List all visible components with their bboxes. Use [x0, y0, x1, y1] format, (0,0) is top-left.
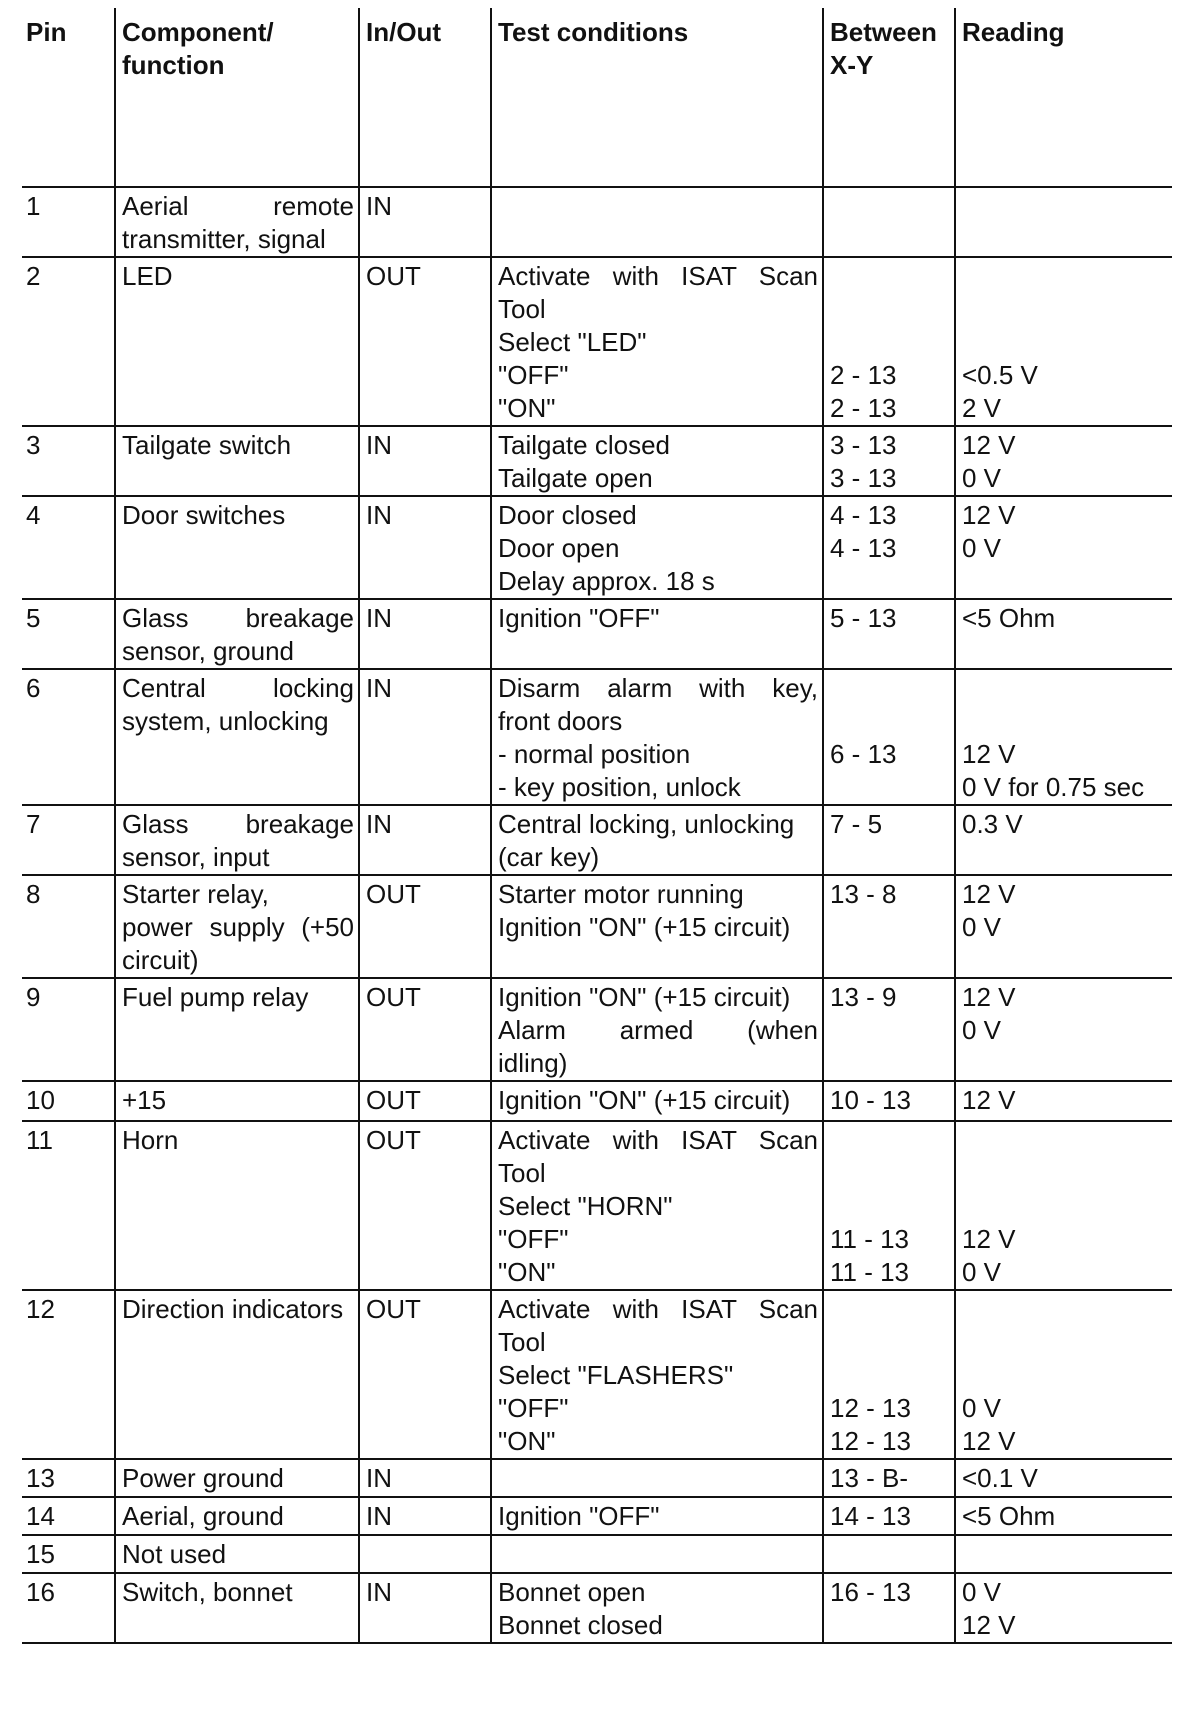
reading-value: <5 Ohm	[962, 603, 1056, 633]
component-line: Horn	[122, 1125, 179, 1155]
inout-cell	[359, 875, 491, 978]
reading-cell	[955, 1121, 1172, 1290]
reading-cell	[955, 1459, 1172, 1497]
pin-cell	[22, 978, 115, 1081]
table-row	[22, 875, 1172, 978]
pin-cell	[22, 426, 115, 496]
pin-number: 16	[26, 1577, 55, 1607]
pin-number: 15	[26, 1539, 55, 1569]
between-cell	[823, 496, 955, 599]
pin-cell	[22, 1535, 115, 1573]
reading-cell	[955, 1497, 1172, 1535]
reading-value: 2 V	[962, 393, 1002, 423]
test-condition-line: Starter motor running	[498, 879, 744, 909]
between-cell	[823, 1121, 955, 1290]
between-value: 5 - 13	[830, 603, 897, 633]
inout-cell	[359, 1573, 491, 1643]
component-cell	[115, 1573, 359, 1643]
component-cell	[115, 1290, 359, 1459]
between-value: 13 - 8	[830, 879, 897, 909]
inout-cell	[359, 669, 491, 805]
reading-cell	[955, 1290, 1172, 1459]
reading-value: 12 V	[962, 500, 1016, 530]
between-value: 2 - 13	[830, 393, 897, 423]
reading-value: 0 V	[962, 463, 1002, 493]
reading-value: 0 V	[962, 1393, 1002, 1423]
test-condition-line: Activate with ISAT Scan	[498, 1125, 818, 1155]
spacer	[830, 1157, 950, 1190]
spacer	[830, 1124, 950, 1157]
pin-cell	[22, 805, 115, 875]
inout-cell	[359, 426, 491, 496]
reading-value: 0 V for 0.75 sec	[962, 772, 1145, 802]
between-cell	[823, 187, 955, 257]
reading-value: <0.5 V	[962, 360, 1038, 390]
reading-value: 12 V	[962, 1224, 1016, 1254]
spacer	[962, 1157, 1168, 1190]
header-inout: In/Out	[359, 8, 491, 187]
test-conditions-cell	[491, 669, 823, 805]
between-value: 3 - 13	[830, 463, 897, 493]
reading-value: 12 V	[962, 1610, 1016, 1640]
between-value: 6 - 13	[830, 739, 897, 769]
reading-value: <0.1 V	[962, 1463, 1038, 1493]
spacer	[962, 705, 1168, 738]
reading-value: 0 V	[962, 533, 1002, 563]
component-line: Tailgate switch	[122, 430, 292, 460]
pin-cell	[22, 669, 115, 805]
table-row	[22, 1573, 1172, 1643]
component-line: circuit)	[122, 945, 199, 975]
test-condition-line: Disarm alarm with key,	[498, 673, 818, 703]
reading-value: 0 V	[962, 1257, 1002, 1287]
pin-test-table	[22, 8, 1172, 1644]
between-cell	[823, 1459, 955, 1497]
reading-value: 12 V	[962, 982, 1016, 1012]
pin-number: 8	[26, 879, 41, 909]
between-value: 4 - 13	[830, 500, 897, 530]
reading-value: <5 Ohm	[962, 1501, 1056, 1531]
spacer	[830, 1326, 950, 1359]
component-line: system, unlocking	[122, 706, 329, 736]
header-reading: Reading	[955, 8, 1172, 187]
table-row	[22, 1497, 1172, 1535]
pin-number: 14	[26, 1501, 55, 1531]
test-conditions-cell	[491, 496, 823, 599]
component-cell	[115, 496, 359, 599]
pin-number: 10	[26, 1085, 55, 1115]
test-conditions-cell	[491, 1290, 823, 1459]
pin-cell	[22, 1290, 115, 1459]
component-cell	[115, 1459, 359, 1497]
test-condition-line: Ignition "ON" (+15 circuit)	[498, 1085, 791, 1115]
inout-value: IN	[366, 500, 392, 530]
inout-cell	[359, 496, 491, 599]
test-conditions-cell	[491, 426, 823, 496]
test-conditions-cell	[491, 187, 823, 257]
inout-value: OUT	[366, 261, 421, 291]
test-condition-line: idling)	[498, 1048, 568, 1078]
test-conditions-cell	[491, 1459, 823, 1497]
inout-value: IN	[366, 603, 392, 633]
component-line: Door switches	[122, 500, 286, 530]
spacer	[962, 326, 1168, 359]
inout-value: OUT	[366, 982, 421, 1012]
spacer	[962, 260, 1168, 293]
between-cell	[823, 978, 955, 1081]
test-conditions-cell	[491, 599, 823, 669]
component-line: Aerial, ground	[122, 1501, 284, 1531]
component-line: Central locking	[122, 673, 354, 703]
spacer	[830, 260, 950, 293]
pin-cell	[22, 599, 115, 669]
header-between-line: X-Y	[830, 50, 874, 80]
table-row	[22, 599, 1172, 669]
header-row	[22, 8, 1172, 187]
header-between	[823, 8, 955, 187]
header-test-conditions: Test conditions	[491, 8, 823, 187]
between-value: 2 - 13	[830, 360, 897, 390]
between-value: 11 - 13	[830, 1257, 910, 1287]
inout-cell	[359, 805, 491, 875]
test-condition-line: Tool	[498, 1327, 546, 1357]
inout-cell	[359, 1459, 491, 1497]
test-condition-line: Ignition "OFF"	[498, 603, 660, 633]
table-row	[22, 978, 1172, 1081]
pin-number: 7	[26, 809, 41, 839]
reading-cell	[955, 669, 1172, 805]
pin-cell	[22, 1121, 115, 1290]
pin-test-document	[22, 8, 1172, 1644]
test-condition-line: Ignition "ON" (+15 circuit)	[498, 912, 791, 942]
between-value: 4 - 13	[830, 533, 897, 563]
test-condition-line: Alarm armed (when	[498, 1015, 818, 1045]
between-cell	[823, 1290, 955, 1459]
header-component-line: Component/	[122, 17, 274, 47]
between-cell	[823, 1535, 955, 1573]
test-condition-line: Select "FLASHERS"	[498, 1360, 734, 1390]
pin-number: 11	[26, 1125, 53, 1155]
between-value: 3 - 13	[830, 430, 897, 460]
pin-cell	[22, 1081, 115, 1121]
inout-value: IN	[366, 430, 392, 460]
spacer	[830, 1293, 950, 1326]
inout-value: OUT	[366, 1085, 421, 1115]
test-condition-line: Tailgate open	[498, 463, 653, 493]
reading-value: 0.3 V	[962, 809, 1023, 839]
test-conditions-cell	[491, 805, 823, 875]
component-line: Starter relay,	[122, 879, 269, 909]
pin-cell	[22, 496, 115, 599]
reading-cell	[955, 496, 1172, 599]
component-cell	[115, 187, 359, 257]
reading-cell	[955, 257, 1172, 426]
component-cell	[115, 426, 359, 496]
pin-number: 12	[26, 1294, 55, 1324]
reading-cell	[955, 805, 1172, 875]
test-condition-line: Bonnet open	[498, 1577, 646, 1607]
component-line: Switch, bonnet	[122, 1577, 293, 1607]
test-condition-line: Ignition "ON" (+15 circuit)	[498, 982, 791, 1012]
spacer	[830, 1359, 950, 1392]
pin-number: 6	[26, 673, 41, 703]
reading-value: 12 V	[962, 1085, 1016, 1115]
pin-cell	[22, 1573, 115, 1643]
component-line: Not used	[122, 1539, 227, 1569]
test-condition-line: Activate with ISAT Scan	[498, 1294, 818, 1324]
reading-value: 12 V	[962, 1426, 1016, 1456]
between-cell	[823, 669, 955, 805]
between-value: 14 - 13	[830, 1501, 911, 1531]
component-line: sensor, input	[122, 842, 270, 872]
table-row	[22, 426, 1172, 496]
pin-number: 2	[26, 261, 41, 291]
table-row	[22, 805, 1172, 875]
pin-number: 5	[26, 603, 41, 633]
inout-value: IN	[366, 673, 392, 703]
between-cell	[823, 875, 955, 978]
reading-cell	[955, 426, 1172, 496]
between-cell	[823, 426, 955, 496]
spacer	[830, 1190, 950, 1223]
reading-value: 0 V	[962, 1015, 1002, 1045]
pin-cell	[22, 257, 115, 426]
table-row	[22, 496, 1172, 599]
header-component-line: function	[122, 50, 225, 80]
inout-cell	[359, 1290, 491, 1459]
spacer	[830, 293, 950, 326]
test-condition-line: Tool	[498, 294, 546, 324]
test-conditions-cell	[491, 1535, 823, 1573]
inout-value: IN	[366, 1501, 392, 1531]
test-condition-line: Bonnet closed	[498, 1610, 663, 1640]
reading-value: 0 V	[962, 912, 1002, 942]
inout-value: IN	[366, 191, 392, 221]
test-condition-line: "OFF"	[498, 360, 569, 390]
between-cell	[823, 257, 955, 426]
component-cell	[115, 1121, 359, 1290]
component-cell	[115, 1535, 359, 1573]
spacer	[962, 672, 1168, 705]
spacer	[830, 672, 950, 705]
component-cell	[115, 978, 359, 1081]
inout-value: IN	[366, 1463, 392, 1493]
reading-cell	[955, 1535, 1172, 1573]
component-cell	[115, 1497, 359, 1535]
table-row	[22, 669, 1172, 805]
test-condition-line: Ignition "OFF"	[498, 1501, 660, 1531]
between-value: 13 - 9	[830, 982, 897, 1012]
reading-cell	[955, 978, 1172, 1081]
reading-cell	[955, 599, 1172, 669]
inout-value: IN	[366, 1577, 392, 1607]
table-row	[22, 1459, 1172, 1497]
test-condition-line: front doors	[498, 706, 623, 736]
component-line: Fuel pump relay	[122, 982, 309, 1012]
pin-number: 4	[26, 500, 41, 530]
component-cell	[115, 669, 359, 805]
component-line: Glass breakage	[122, 603, 354, 633]
test-conditions-cell	[491, 875, 823, 978]
inout-value: IN	[366, 809, 392, 839]
pin-cell	[22, 1497, 115, 1535]
component-cell	[115, 599, 359, 669]
spacer	[830, 705, 950, 738]
test-condition-line: Door closed	[498, 500, 637, 530]
between-value: 10 - 13	[830, 1085, 911, 1115]
test-conditions-cell	[491, 1081, 823, 1121]
reading-cell	[955, 875, 1172, 978]
test-condition-line: "ON"	[498, 1426, 556, 1456]
component-cell	[115, 1081, 359, 1121]
reading-value: 12 V	[962, 879, 1016, 909]
inout-value: OUT	[366, 1294, 421, 1324]
reading-value: 0 V	[962, 1577, 1002, 1607]
inout-cell	[359, 257, 491, 426]
test-conditions-cell	[491, 257, 823, 426]
between-value: 7 - 5	[830, 809, 883, 839]
inout-cell	[359, 1535, 491, 1573]
table-row	[22, 1290, 1172, 1459]
component-line: Glass breakage	[122, 809, 354, 839]
pin-number: 9	[26, 982, 41, 1012]
table-body	[22, 187, 1172, 1643]
spacer	[962, 1359, 1168, 1392]
inout-cell	[359, 1121, 491, 1290]
test-condition-line: Select "LED"	[498, 327, 647, 357]
component-line: Aerial remote	[122, 191, 354, 221]
inout-cell	[359, 1081, 491, 1121]
test-condition-line: Tool	[498, 1158, 546, 1188]
reading-value: 12 V	[962, 430, 1016, 460]
component-line: Power ground	[122, 1463, 284, 1493]
reading-cell	[955, 187, 1172, 257]
component-line: power supply (+50	[122, 912, 354, 942]
table-row	[22, 257, 1172, 426]
header-component	[115, 8, 359, 187]
spacer	[962, 1190, 1168, 1223]
test-condition-line: Door open	[498, 533, 620, 563]
spacer	[962, 1326, 1168, 1359]
inout-cell	[359, 599, 491, 669]
between-cell	[823, 1081, 955, 1121]
between-value: 12 - 13	[830, 1426, 911, 1456]
test-condition-line: Delay approx. 18 s	[498, 566, 715, 596]
between-value: 16 - 13	[830, 1577, 911, 1607]
inout-value: OUT	[366, 1125, 421, 1155]
reading-cell	[955, 1081, 1172, 1121]
test-condition-line: - normal position	[498, 739, 691, 769]
between-cell	[823, 599, 955, 669]
test-condition-line: "ON"	[498, 393, 556, 423]
spacer	[830, 326, 950, 359]
component-line: Direction indicators	[122, 1294, 344, 1324]
reading-cell	[955, 1573, 1172, 1643]
pin-number: 13	[26, 1463, 55, 1493]
component-cell	[115, 805, 359, 875]
pin-cell	[22, 187, 115, 257]
component-line: sensor, ground	[122, 636, 295, 666]
header-between-line: Between	[830, 17, 937, 47]
test-condition-line: "OFF"	[498, 1224, 569, 1254]
between-cell	[823, 1497, 955, 1535]
between-cell	[823, 1573, 955, 1643]
component-line: LED	[122, 261, 173, 291]
component-line: transmitter, signal	[122, 224, 326, 254]
reading-value: 12 V	[962, 739, 1016, 769]
inout-cell	[359, 978, 491, 1081]
between-value: 11 - 13	[830, 1224, 910, 1254]
table-row	[22, 1121, 1172, 1290]
test-condition-line: - key position, unlock	[498, 772, 741, 802]
component-cell	[115, 875, 359, 978]
table-row	[22, 1081, 1172, 1121]
spacer	[962, 293, 1168, 326]
pin-cell	[22, 875, 115, 978]
header-pin: Pin	[26, 17, 67, 47]
table-row	[22, 187, 1172, 257]
test-condition-line: Central locking, unlocking	[498, 809, 795, 839]
test-conditions-cell	[491, 978, 823, 1081]
test-condition-line: "ON"	[498, 1257, 556, 1287]
table-row	[22, 1535, 1172, 1573]
test-conditions-cell	[491, 1497, 823, 1535]
test-condition-line: "OFF"	[498, 1393, 569, 1423]
inout-value: OUT	[366, 879, 421, 909]
spacer	[962, 1293, 1168, 1326]
pin-number: 3	[26, 430, 41, 460]
test-condition-line: (car key)	[498, 842, 600, 872]
inout-cell	[359, 187, 491, 257]
inout-cell	[359, 1497, 491, 1535]
test-conditions-cell	[491, 1121, 823, 1290]
test-condition-line: Tailgate closed	[498, 430, 670, 460]
component-line: +15	[122, 1085, 167, 1115]
between-value: 12 - 13	[830, 1393, 911, 1423]
test-conditions-cell	[491, 1573, 823, 1643]
between-cell	[823, 805, 955, 875]
pin-number: 1	[26, 191, 41, 221]
test-condition-line: Activate with ISAT Scan	[498, 261, 818, 291]
between-value: 13 - B-	[830, 1463, 909, 1493]
test-condition-line: Select "HORN"	[498, 1191, 673, 1221]
spacer	[962, 1124, 1168, 1157]
component-cell	[115, 257, 359, 426]
pin-cell	[22, 1459, 115, 1497]
